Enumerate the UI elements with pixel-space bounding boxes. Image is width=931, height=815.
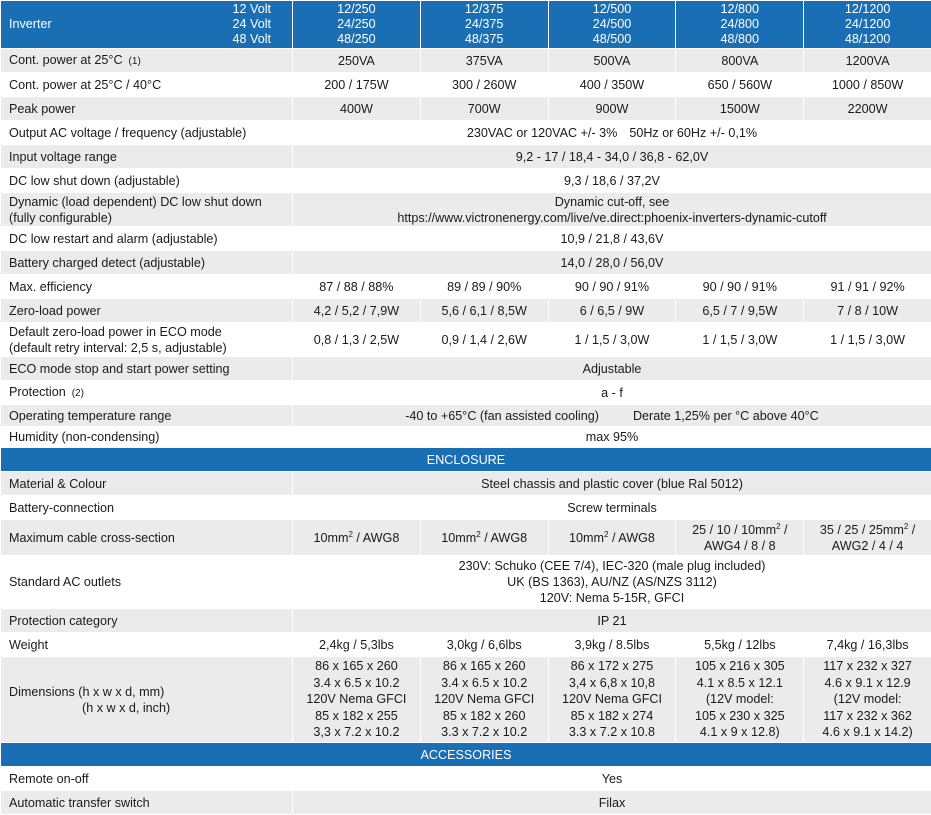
- zero-load-value-cell: [293, 299, 421, 323]
- input-range-row: [1, 145, 931, 169]
- cable-value-cell: [293, 520, 421, 556]
- dimensions-value: 4.6 x 9.1 x 12.9: [825, 676, 911, 690]
- eco-setting-label-cell: [1, 357, 293, 381]
- max-efficiency-value: 90 / 90 / 91%: [575, 280, 649, 294]
- cable-value: 25 / 10 / 10mm: [692, 523, 776, 537]
- battery-detect-label-cell: [1, 251, 293, 275]
- eco-setting-label: ECO mode stop and start power setting: [9, 362, 230, 376]
- model-header-cell: [676, 1, 804, 49]
- protection-category-label: Protection category: [9, 614, 118, 628]
- zero-load-eco-value: 0,8 / 1,3 / 2,5W: [314, 333, 399, 347]
- zero-load-value: 7 / 8 / 10W: [837, 304, 898, 318]
- voltage-label: 12 Volt: [232, 2, 271, 16]
- cable-value: 35 / 25 / 25mm: [820, 523, 904, 537]
- zero-load-eco-label: Default zero-load power in ECO mode: [9, 325, 222, 339]
- zero-load-row: [1, 299, 931, 323]
- dimensions-value: 117 x 232 x 327: [823, 659, 912, 673]
- eco-setting-row: [1, 357, 931, 381]
- weight-value-cell: [293, 633, 421, 657]
- humidity-value-cell: [293, 427, 931, 448]
- protection-label: Protection: [9, 385, 66, 399]
- cont-power-40-value: 400 / 350W: [580, 78, 644, 92]
- dc-low-shutdown-row: [1, 169, 931, 193]
- peak-power-value-cell: [676, 97, 804, 121]
- zero-load-eco-value: 0,9 / 1,4 / 2,6W: [441, 333, 526, 347]
- voltage-label: 48 Volt: [232, 32, 271, 46]
- dimensions-value: 3.3 x 7.2 x 10.2: [441, 725, 527, 739]
- zero-load-value-cell: [804, 299, 931, 323]
- battery-detect-value: 14,0 / 28,0 / 56,0V: [561, 256, 664, 270]
- dimensions-value: 3.3 x 7.2 x 10.8: [569, 725, 655, 739]
- cable-value: / AWG8: [353, 531, 399, 545]
- cont-power-40-value: 1000 / 850W: [832, 78, 903, 92]
- dynamic-shutdown-value: https://www.victronenergy.com/live/ve.direct:phoenix-inverters-dynamic-cutoff: [397, 211, 826, 225]
- cont-power-25-row: [1, 49, 931, 73]
- zero-load-value-cell: [420, 299, 548, 323]
- dynamic-shutdown-label: Dynamic (load dependent) DC low shut down: [9, 195, 262, 209]
- battery-connection-label-cell: [1, 496, 293, 520]
- dimensions-value: (12V model:: [706, 692, 774, 706]
- cont-power-25-value: 1200VA: [846, 54, 890, 68]
- dimensions-value-cell: [804, 657, 931, 743]
- material-value: Steel chassis and plastic cover (blue Ral 5012): [481, 477, 743, 491]
- cable-value: AWG4 / 8 / 8: [704, 539, 776, 553]
- protection-category-row: [1, 609, 931, 633]
- battery-connection-label: Battery-connection: [9, 501, 114, 515]
- dimensions-value: 86 x 165 x 260: [315, 659, 398, 673]
- ac-outlets-value: 230V: Schuko (CEE 7/4), IEC-320 (male plug included): [459, 559, 766, 573]
- protection-category-value: IP 21: [597, 614, 626, 628]
- cable-value: 10mm: [441, 531, 476, 545]
- dimensions-value-cell: [676, 657, 804, 743]
- model-name: 12/500: [593, 2, 632, 16]
- dimensions-value: 86 x 165 x 260: [443, 659, 526, 673]
- dimensions-value: 3.4 x 6.5 x 10.2: [313, 676, 399, 690]
- protection-row: [1, 381, 931, 405]
- weight-row: [1, 633, 931, 657]
- dimensions-value: (12V model:: [834, 692, 902, 706]
- battery-connection-row: [1, 496, 931, 520]
- ac-outlets-value-cell: [293, 556, 931, 609]
- peak-power-value: 700W: [468, 102, 501, 116]
- cont-power-25-value-cell: [420, 49, 548, 73]
- op-temp-value: -40 to +65°C (fan assisted cooling): [405, 409, 599, 423]
- cont-power-40-value-cell: [293, 73, 421, 97]
- cable-value-cell: [420, 520, 548, 556]
- dimensions-value: 105 x 230 x 325: [695, 709, 785, 723]
- accessories-heading-row: [1, 743, 931, 767]
- dc-low-restart-label: DC low restart and alarm (adjustable): [9, 232, 218, 246]
- zero-load-value: 6,5 / 7 / 9,5W: [702, 304, 777, 318]
- dimensions-value: 4.1 x 8.5 x 12.1: [697, 676, 783, 690]
- dimensions-value: 86 x 172 x 275: [571, 659, 654, 673]
- max-efficiency-value: 87 / 88 / 88%: [319, 280, 393, 294]
- cable-value: / AWG8: [609, 531, 655, 545]
- transfer-switch-label-cell: [1, 791, 293, 815]
- model-name: 24/800: [721, 17, 760, 31]
- cont-power-40-value-cell: [804, 73, 931, 97]
- max-efficiency-value-cell: [804, 275, 931, 299]
- model-name: 48/800: [721, 32, 760, 46]
- dimensions-value: 117 x 232 x 362: [823, 709, 912, 723]
- cable-label-cell: [1, 520, 293, 556]
- cable-row: [1, 520, 931, 556]
- dc-low-shutdown-value-cell: [293, 169, 931, 193]
- model-name: 24/250: [337, 17, 376, 31]
- cont-power-40-value-cell: [548, 73, 676, 97]
- cont-power-40-value: 650 / 560W: [708, 78, 772, 92]
- humidity-label-cell: [1, 427, 293, 448]
- enclosure-heading-text: ENCLOSURE: [427, 453, 505, 467]
- protection-category-label-cell: [1, 609, 293, 633]
- cont-power-25-label: Cont. power at 25°C: [9, 53, 123, 67]
- dc-low-restart-label-cell: [1, 227, 293, 251]
- protection-value: a - f: [601, 386, 623, 400]
- footnote-ref: (2): [72, 388, 84, 399]
- weight-value-cell: [420, 633, 548, 657]
- model-header-cell: [804, 1, 931, 49]
- peak-power-value: 2200W: [848, 102, 888, 116]
- cont-power-40-value: 300 / 260W: [452, 78, 516, 92]
- dimensions-label: Dimensions (h x w x d, mm): [9, 685, 164, 699]
- zero-load-eco-label-cell: [1, 323, 293, 357]
- max-efficiency-row: [1, 275, 931, 299]
- battery-detect-row: [1, 251, 931, 275]
- output-ac-row: [1, 121, 931, 145]
- zero-load-value-cell: [548, 299, 676, 323]
- remote-value-cell: [293, 767, 931, 791]
- model-name: 48/250: [337, 32, 376, 46]
- model-name: 12/375: [465, 2, 504, 16]
- weight-label: Weight: [9, 638, 48, 652]
- dimensions-label: (h x w x d, inch): [9, 701, 170, 715]
- protection-label-cell: [1, 381, 293, 405]
- cont-power-40-label: Cont. power at 25°C / 40°C: [9, 78, 161, 92]
- cont-power-25-value: 250VA: [338, 54, 375, 68]
- dimensions-value: 4.6 x 9.1 x 14.2): [822, 725, 912, 739]
- cont-power-40-value-cell: [420, 73, 548, 97]
- max-efficiency-value: 91 / 91 / 92%: [830, 280, 904, 294]
- dc-low-shutdown-value: 9,3 / 18,6 / 37,2V: [564, 174, 660, 188]
- max-efficiency-value-cell: [676, 275, 804, 299]
- cont-power-40-value-cell: [676, 73, 804, 97]
- dimensions-value: 85 x 182 x 274: [571, 709, 654, 723]
- footnote-ref: (1): [129, 56, 141, 67]
- peak-power-value-cell: [293, 97, 421, 121]
- cable-unit-sup: 2: [348, 530, 352, 539]
- dimensions-value-cell: [293, 657, 421, 743]
- cont-power-25-value-cell: [548, 49, 676, 73]
- output-ac-label-cell: [1, 121, 293, 145]
- cable-unit-sup: 2: [904, 522, 908, 531]
- zero-load-eco-row: [1, 323, 931, 357]
- remote-label: Remote on-off: [9, 772, 89, 786]
- cable-value: AWG2 / 4 / 4: [832, 539, 904, 553]
- zero-load-eco-value: 1 / 1,5 / 3,0W: [702, 333, 777, 347]
- dimensions-value: 120V Nema GFCI: [562, 692, 662, 706]
- peak-power-value-cell: [804, 97, 931, 121]
- transfer-switch-row: [1, 791, 931, 815]
- ac-outlets-value: UK (BS 1363), AU/NZ (AS/NZS 3112): [507, 575, 717, 589]
- peak-power-value: 900W: [596, 102, 629, 116]
- peak-power-value: 1500W: [720, 102, 760, 116]
- peak-power-label-cell: [1, 97, 293, 121]
- cable-value: /: [908, 523, 915, 537]
- zero-load-eco-label: (default retry interval: 2,5 s, adjustable): [9, 341, 227, 355]
- cable-unit-sup: 2: [476, 530, 480, 539]
- cable-value-cell: [676, 520, 804, 556]
- model-name: 12/1200: [845, 2, 891, 16]
- output-ac-value: 230VAC or 120VAC +/- 3%: [467, 126, 617, 140]
- inverter-title: Inverter: [9, 17, 52, 32]
- dc-low-restart-value: 10,9 / 21,8 / 43,6V: [561, 232, 664, 246]
- model-name: 48/375: [465, 32, 504, 46]
- zero-load-value: 4,2 / 5,2 / 7,9W: [314, 304, 399, 318]
- eco-setting-value-cell: [293, 357, 931, 381]
- cont-power-25-value: 500VA: [594, 54, 631, 68]
- zero-load-eco-value-cell: [548, 323, 676, 357]
- cont-power-40-row: [1, 73, 931, 97]
- enclosure-heading-row: [1, 448, 931, 472]
- material-label-cell: [1, 472, 293, 496]
- model-header-cell: [420, 1, 548, 49]
- accessories-heading-text: ACCESSORIES: [421, 748, 512, 762]
- weight-value: 3,0kg / 6,6lbs: [447, 638, 522, 652]
- dimensions-value: 85 x 182 x 255: [315, 709, 398, 723]
- zero-load-value: 6 / 6,5 / 9W: [580, 304, 644, 318]
- protection-value-cell: [293, 381, 931, 405]
- op-temp-derate: Derate 1,25% per °C above 40°C: [633, 409, 819, 423]
- ac-outlets-label-cell: [1, 556, 293, 609]
- dimensions-value: 3.4 x 6.5 x 10.2: [441, 676, 527, 690]
- cont-power-40-value: 200 / 175W: [324, 78, 388, 92]
- remote-value: Yes: [602, 772, 623, 786]
- zero-load-eco-value-cell: [420, 323, 548, 357]
- transfer-switch-value: Filax: [599, 796, 626, 810]
- dc-low-shutdown-label: DC low shut down (adjustable): [9, 174, 180, 188]
- dimensions-value: 85 x 182 x 260: [443, 709, 526, 723]
- zero-load-eco-value: 1 / 1,5 / 3,0W: [830, 333, 905, 347]
- model-header-cell: [293, 1, 421, 49]
- zero-load-label: Zero-load power: [9, 304, 101, 318]
- cable-value: 10mm: [569, 531, 604, 545]
- dimensions-value: 3,3 x 7.2 x 10.2: [313, 725, 399, 739]
- model-name: 24/1200: [845, 17, 891, 31]
- max-efficiency-value-cell: [293, 275, 421, 299]
- protection-category-value-cell: [293, 609, 931, 633]
- dimensions-value: 3,4 x 6,8 x 10,8: [569, 676, 655, 690]
- weight-value: 2,4kg / 5,3lbs: [319, 638, 394, 652]
- header-row: [1, 1, 931, 49]
- peak-power-label: Peak power: [9, 102, 76, 116]
- peak-power-value-cell: [548, 97, 676, 121]
- material-value-cell: [293, 472, 931, 496]
- max-efficiency-value: 89 / 89 / 90%: [447, 280, 521, 294]
- battery-connection-value-cell: [293, 496, 931, 520]
- cable-label: Maximum cable cross-section: [9, 531, 175, 545]
- zero-load-label-cell: [1, 299, 293, 323]
- weight-value: 5,5kg / 12lbs: [704, 638, 775, 652]
- weight-value: 7,4kg / 16,3lbs: [827, 638, 909, 652]
- ac-outlets-row: [1, 556, 931, 609]
- dc-low-restart-value-cell: [293, 227, 931, 251]
- peak-power-row: [1, 97, 931, 121]
- model-name: 24/500: [593, 17, 632, 31]
- dynamic-shutdown-row: [1, 193, 931, 227]
- remote-label-cell: [1, 767, 293, 791]
- cont-power-25-value: 375VA: [466, 54, 503, 68]
- battery-detect-label: Battery charged detect (adjustable): [9, 256, 205, 270]
- dimensions-label-cell: [1, 657, 293, 743]
- model-header-cell: [548, 1, 676, 49]
- battery-detect-value-cell: [293, 251, 931, 275]
- remote-row: [1, 767, 931, 791]
- max-efficiency-value: 90 / 90 / 91%: [703, 280, 777, 294]
- cont-power-25-value-cell: [293, 49, 421, 73]
- enclosure-heading: [1, 448, 931, 472]
- dynamic-shutdown-label-cell: [1, 193, 293, 227]
- humidity-value: max 95%: [586, 430, 639, 444]
- input-range-label: Input voltage range: [9, 150, 117, 164]
- op-temp-label-cell: [1, 405, 293, 427]
- max-efficiency-label-cell: [1, 275, 293, 299]
- max-efficiency-value-cell: [420, 275, 548, 299]
- accessories-heading: [1, 743, 931, 767]
- zero-load-eco-value-cell: [676, 323, 804, 357]
- input-range-label-cell: [1, 145, 293, 169]
- op-temp-label: Operating temperature range: [9, 409, 171, 423]
- zero-load-eco-value-cell: [293, 323, 421, 357]
- zero-load-eco-value-cell: [804, 323, 931, 357]
- max-efficiency-label: Max. efficiency: [9, 280, 92, 294]
- cable-unit-sup: 2: [604, 530, 608, 539]
- op-temp-row: [1, 405, 931, 427]
- voltage-label: 24 Volt: [232, 17, 271, 31]
- zero-load-value: 5,6 / 6,1 / 8,5W: [441, 304, 526, 318]
- transfer-switch-label: Automatic transfer switch: [9, 796, 150, 810]
- material-row: [1, 472, 931, 496]
- dynamic-shutdown-value-cell: [293, 193, 931, 227]
- eco-setting-value: Adjustable: [583, 362, 642, 376]
- cont-power-25-value-cell: [804, 49, 931, 73]
- cable-value: / AWG8: [481, 531, 527, 545]
- output-ac-frequency: 50Hz or 60Hz +/- 0,1%: [629, 126, 757, 140]
- dc-low-shutdown-label-cell: [1, 169, 293, 193]
- transfer-switch-value-cell: [293, 791, 931, 815]
- ac-outlets-label: Standard AC outlets: [9, 575, 121, 589]
- op-temp-value-cell: [293, 405, 931, 427]
- cont-power-25-value: 800VA: [721, 54, 758, 68]
- model-name: 24/375: [465, 17, 504, 31]
- battery-connection-value: Screw terminals: [567, 501, 657, 515]
- dimensions-value: 120V Nema GFCI: [306, 692, 406, 706]
- ac-outlets-value: 120V: Nema 5-15R, GFCI: [540, 591, 684, 605]
- weight-value-cell: [804, 633, 931, 657]
- cable-value-cell: [548, 520, 676, 556]
- zero-load-value-cell: [676, 299, 804, 323]
- weight-value-cell: [548, 633, 676, 657]
- dimensions-value: 120V Nema GFCI: [434, 692, 534, 706]
- header-label-cell: [1, 1, 293, 49]
- max-efficiency-value-cell: [548, 275, 676, 299]
- cable-value: /: [781, 523, 788, 537]
- humidity-row: [1, 427, 931, 448]
- cable-value: 10mm: [313, 531, 348, 545]
- weight-value-cell: [676, 633, 804, 657]
- cont-power-25-value-cell: [676, 49, 804, 73]
- output-ac-value-cell: [293, 121, 931, 145]
- dynamic-shutdown-label: (fully configurable): [9, 211, 112, 225]
- dc-low-restart-row: [1, 227, 931, 251]
- cable-unit-sup: 2: [776, 522, 780, 531]
- input-range-value: 9,2 - 17 / 18,4 - 34,0 / 36,8 - 62,0V: [516, 150, 709, 164]
- weight-value: 3,9kg / 8.5lbs: [575, 638, 650, 652]
- cont-power-25-label-cell: [1, 49, 293, 73]
- cable-value-cell: [804, 520, 931, 556]
- dimensions-value: 105 x 216 x 305: [695, 659, 785, 673]
- zero-load-eco-value: 1 / 1,5 / 3,0W: [575, 333, 650, 347]
- dimensions-value-cell: [420, 657, 548, 743]
- input-range-value-cell: [293, 145, 931, 169]
- cont-power-40-label-cell: [1, 73, 293, 97]
- material-label: Material & Colour: [9, 477, 106, 491]
- model-name: 12/250: [337, 2, 376, 16]
- dimensions-value: 4.1 x 9 x 12.8): [700, 725, 780, 739]
- peak-power-value: 400W: [340, 102, 373, 116]
- dimensions-row: [1, 657, 931, 743]
- output-ac-label: Output AC voltage / frequency (adjustable): [9, 126, 246, 140]
- dimensions-value-cell: [548, 657, 676, 743]
- dynamic-shutdown-value: Dynamic cut-off, see: [555, 195, 670, 209]
- humidity-label: Humidity (non-condensing): [9, 430, 160, 444]
- weight-label-cell: [1, 633, 293, 657]
- model-name: 48/500: [593, 32, 632, 46]
- model-name: 48/1200: [845, 32, 891, 46]
- peak-power-value-cell: [420, 97, 548, 121]
- model-name: 12/800: [721, 2, 760, 16]
